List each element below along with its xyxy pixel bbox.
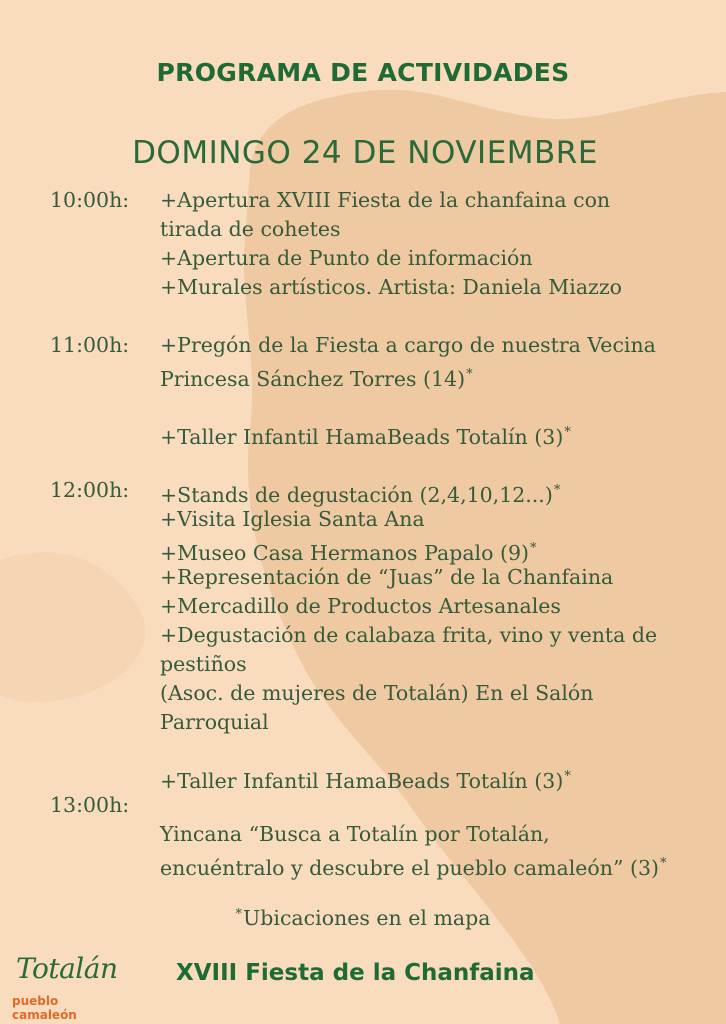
map-note-mark: * (660, 856, 667, 871)
schedule-line-text: encuéntralo y descubre el pueblo camaleón” (3) (160, 856, 659, 880)
schedule-line: tirada de cohetes (160, 217, 341, 241)
schedule-line: +Apertura de Punto de información (160, 246, 533, 270)
time-label: 11:00h: (50, 333, 130, 357)
day-heading: DOMINGO 24 DE NOVIEMBRE (132, 135, 598, 171)
footnote (0, 906, 726, 930)
time-label: 13:00h: (50, 793, 130, 817)
map-note-mark: * (553, 483, 561, 498)
schedule-line: pestiños (160, 652, 247, 676)
map-note-mark: * (564, 425, 571, 440)
schedule-line: +Mercadillo de Productos Artesanales (160, 594, 561, 618)
schedule-line (160, 762, 571, 796)
logo-wordmark: Totalán (16, 952, 118, 985)
schedule-line: (Asoc. de mujeres de Totalán) En el Salón (160, 681, 594, 705)
page-title: PROGRAMA DE ACTIVIDADES (156, 58, 570, 87)
schedule-line: Parroquial (160, 710, 269, 734)
schedule-line-text: +Stands de degustación (2,4,10,12...) (160, 483, 553, 507)
schedule-line: +Representación de “Juas” de la Chanfaina (160, 565, 614, 589)
schedule-line-text: Princesa Sánchez Torres (14) (160, 367, 466, 391)
schedule-line: +Degustación de calabaza frita, vino y venta de (160, 623, 658, 647)
schedule-line: +Murales artísticos. Artista: Daniela Miazzo (160, 275, 622, 299)
schedule-line (160, 849, 667, 883)
schedule-line-text: +Taller Infantil HamaBeads Totalín (3) (160, 425, 564, 449)
logo-tagline: pueblo camaleón (12, 994, 77, 1022)
footer-title: XVIII Fiesta de la Chanfaina (176, 960, 535, 986)
schedule-line: +Visita Iglesia Santa Ana (160, 507, 425, 531)
schedule-line-text: +Museo Casa Hermanos Papalo (9) (160, 541, 529, 565)
map-note-mark: * (564, 769, 571, 784)
schedule-line: +Pregón de la Fiesta a cargo de nuestra Vecina (160, 333, 656, 357)
time-label: 12:00h: (50, 478, 130, 502)
schedule-line: +Apertura XVIII Fiesta de la chanfaina con (160, 188, 611, 212)
footnote-text: Ubicaciones en el mapa (243, 906, 491, 930)
time-label: 10:00h: (50, 188, 130, 212)
totalan-logo (10, 952, 120, 1022)
map-note-mark: * (530, 541, 537, 556)
schedule-line (160, 418, 571, 452)
schedule-line: Yincana “Busca a Totalín por Totalán, (160, 822, 550, 846)
map-note-mark: * (235, 907, 242, 922)
map-note-mark: * (466, 367, 473, 382)
schedule-line-text: +Taller Infantil HamaBeads Totalín (3) (160, 769, 564, 793)
schedule-line (160, 360, 473, 394)
